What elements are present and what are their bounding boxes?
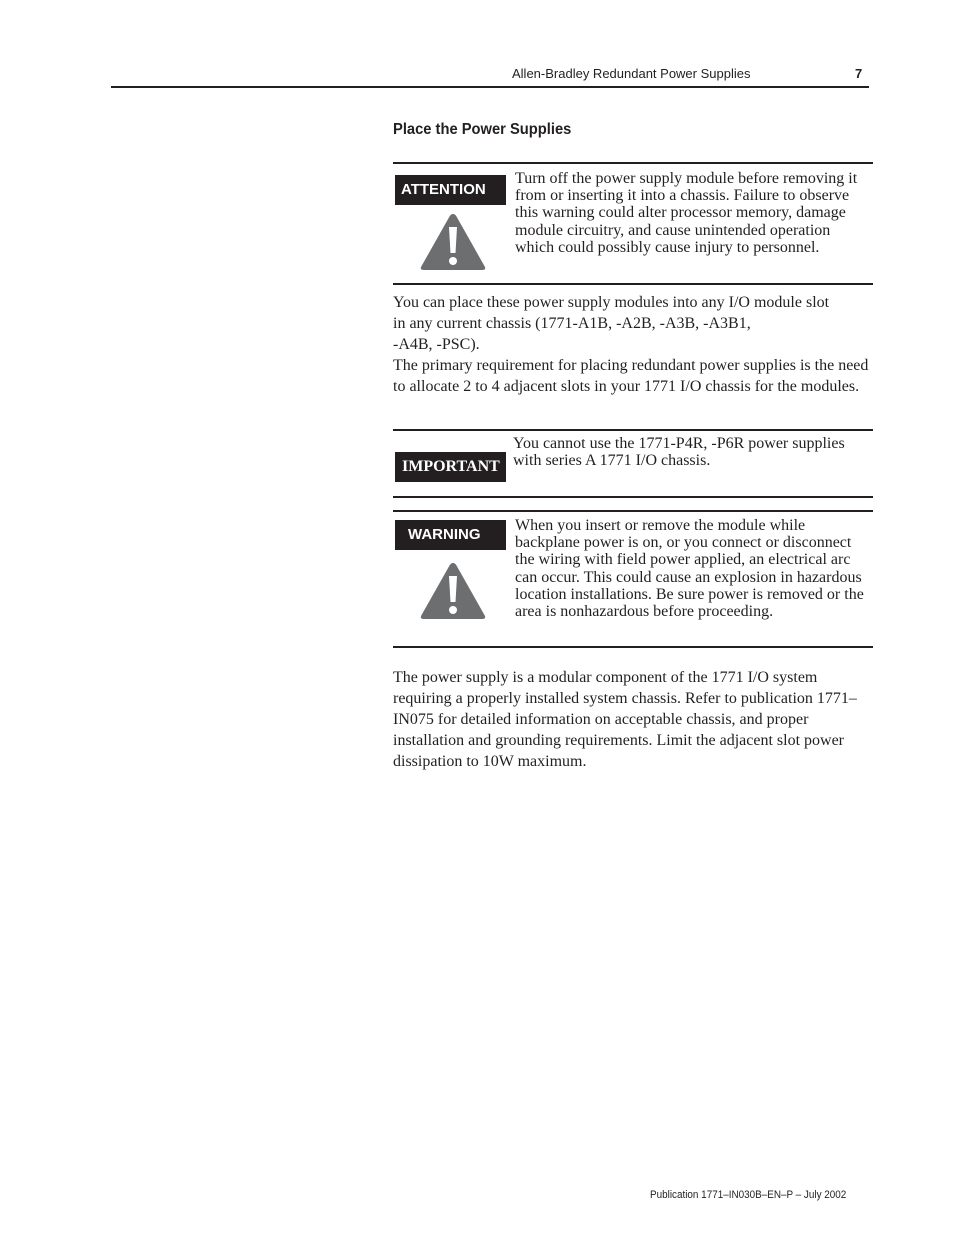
warning-bottom-rule (393, 646, 873, 648)
body-paragraph-1-line-2: in any current chassis (1771-A1B, -A2B, -A3B, -A3B1, (393, 315, 751, 332)
warning-top-rule (393, 510, 873, 512)
important-text: You cannot use the 1771-P4R, -P6R power supplies with series A 1771 I/O chassis. (513, 435, 845, 470)
publication-footer: Publication 1771–IN030B–EN–P – July 2002 (650, 1189, 847, 1201)
body-paragraph-1-line-1: You can place these power supply modules into any I/O module slot (393, 294, 830, 311)
attention-text: Turn off the power supply module before removing it from or inserting it into a chassis. Failure to observe this warning could alter processor memory, damage module circuitry, and cause unintended operation which could possibly cause injury to personnel. (515, 170, 858, 256)
important-label: IMPORTANT (395, 452, 506, 482)
header-rule (111, 86, 869, 88)
page-number: 7 (855, 66, 863, 81)
section-heading: Place the Power Supplies (393, 121, 572, 138)
warning-triangle-icon (419, 561, 487, 621)
attention-top-rule (393, 162, 873, 164)
warning-text: When you insert or remove the module while backplane power is on, or you connect or disconnect the wiring with field power applied, an electrical arc can occur. This could cause an explosion in hazardous location installations. Be sure power is removed or the area is nonhazardous before proceeding. (515, 517, 864, 621)
warning-label: WARNING (395, 520, 506, 550)
running-header-title: Allen-Bradley Redundant Power Supplies (512, 66, 751, 81)
warning-triangle-icon (419, 212, 487, 272)
body-paragraph-2: The primary requirement for placing redundant power supplies is the need to allocate 2 to 4 adjacent slots in your 1771 I/O chassis for the modules. (393, 357, 869, 395)
body-paragraph-1-line-3: -A4B, -PSC). (393, 336, 480, 353)
body-paragraph-1 (393, 292, 873, 355)
attention-bottom-rule (393, 283, 873, 285)
important-top-rule (393, 429, 873, 431)
attention-label: ATTENTION (395, 175, 506, 205)
body-paragraph-3: The power supply is a modular component of the 1771 I/O system requiring a properly installed system chassis. Refer to publication 1771–IN075 for detailed information on acceptable chassis, and proper installation and grounding requirements. Limit the adjacent slot power dissipation to 10W maximum. (393, 669, 857, 770)
important-bottom-rule (393, 496, 873, 498)
